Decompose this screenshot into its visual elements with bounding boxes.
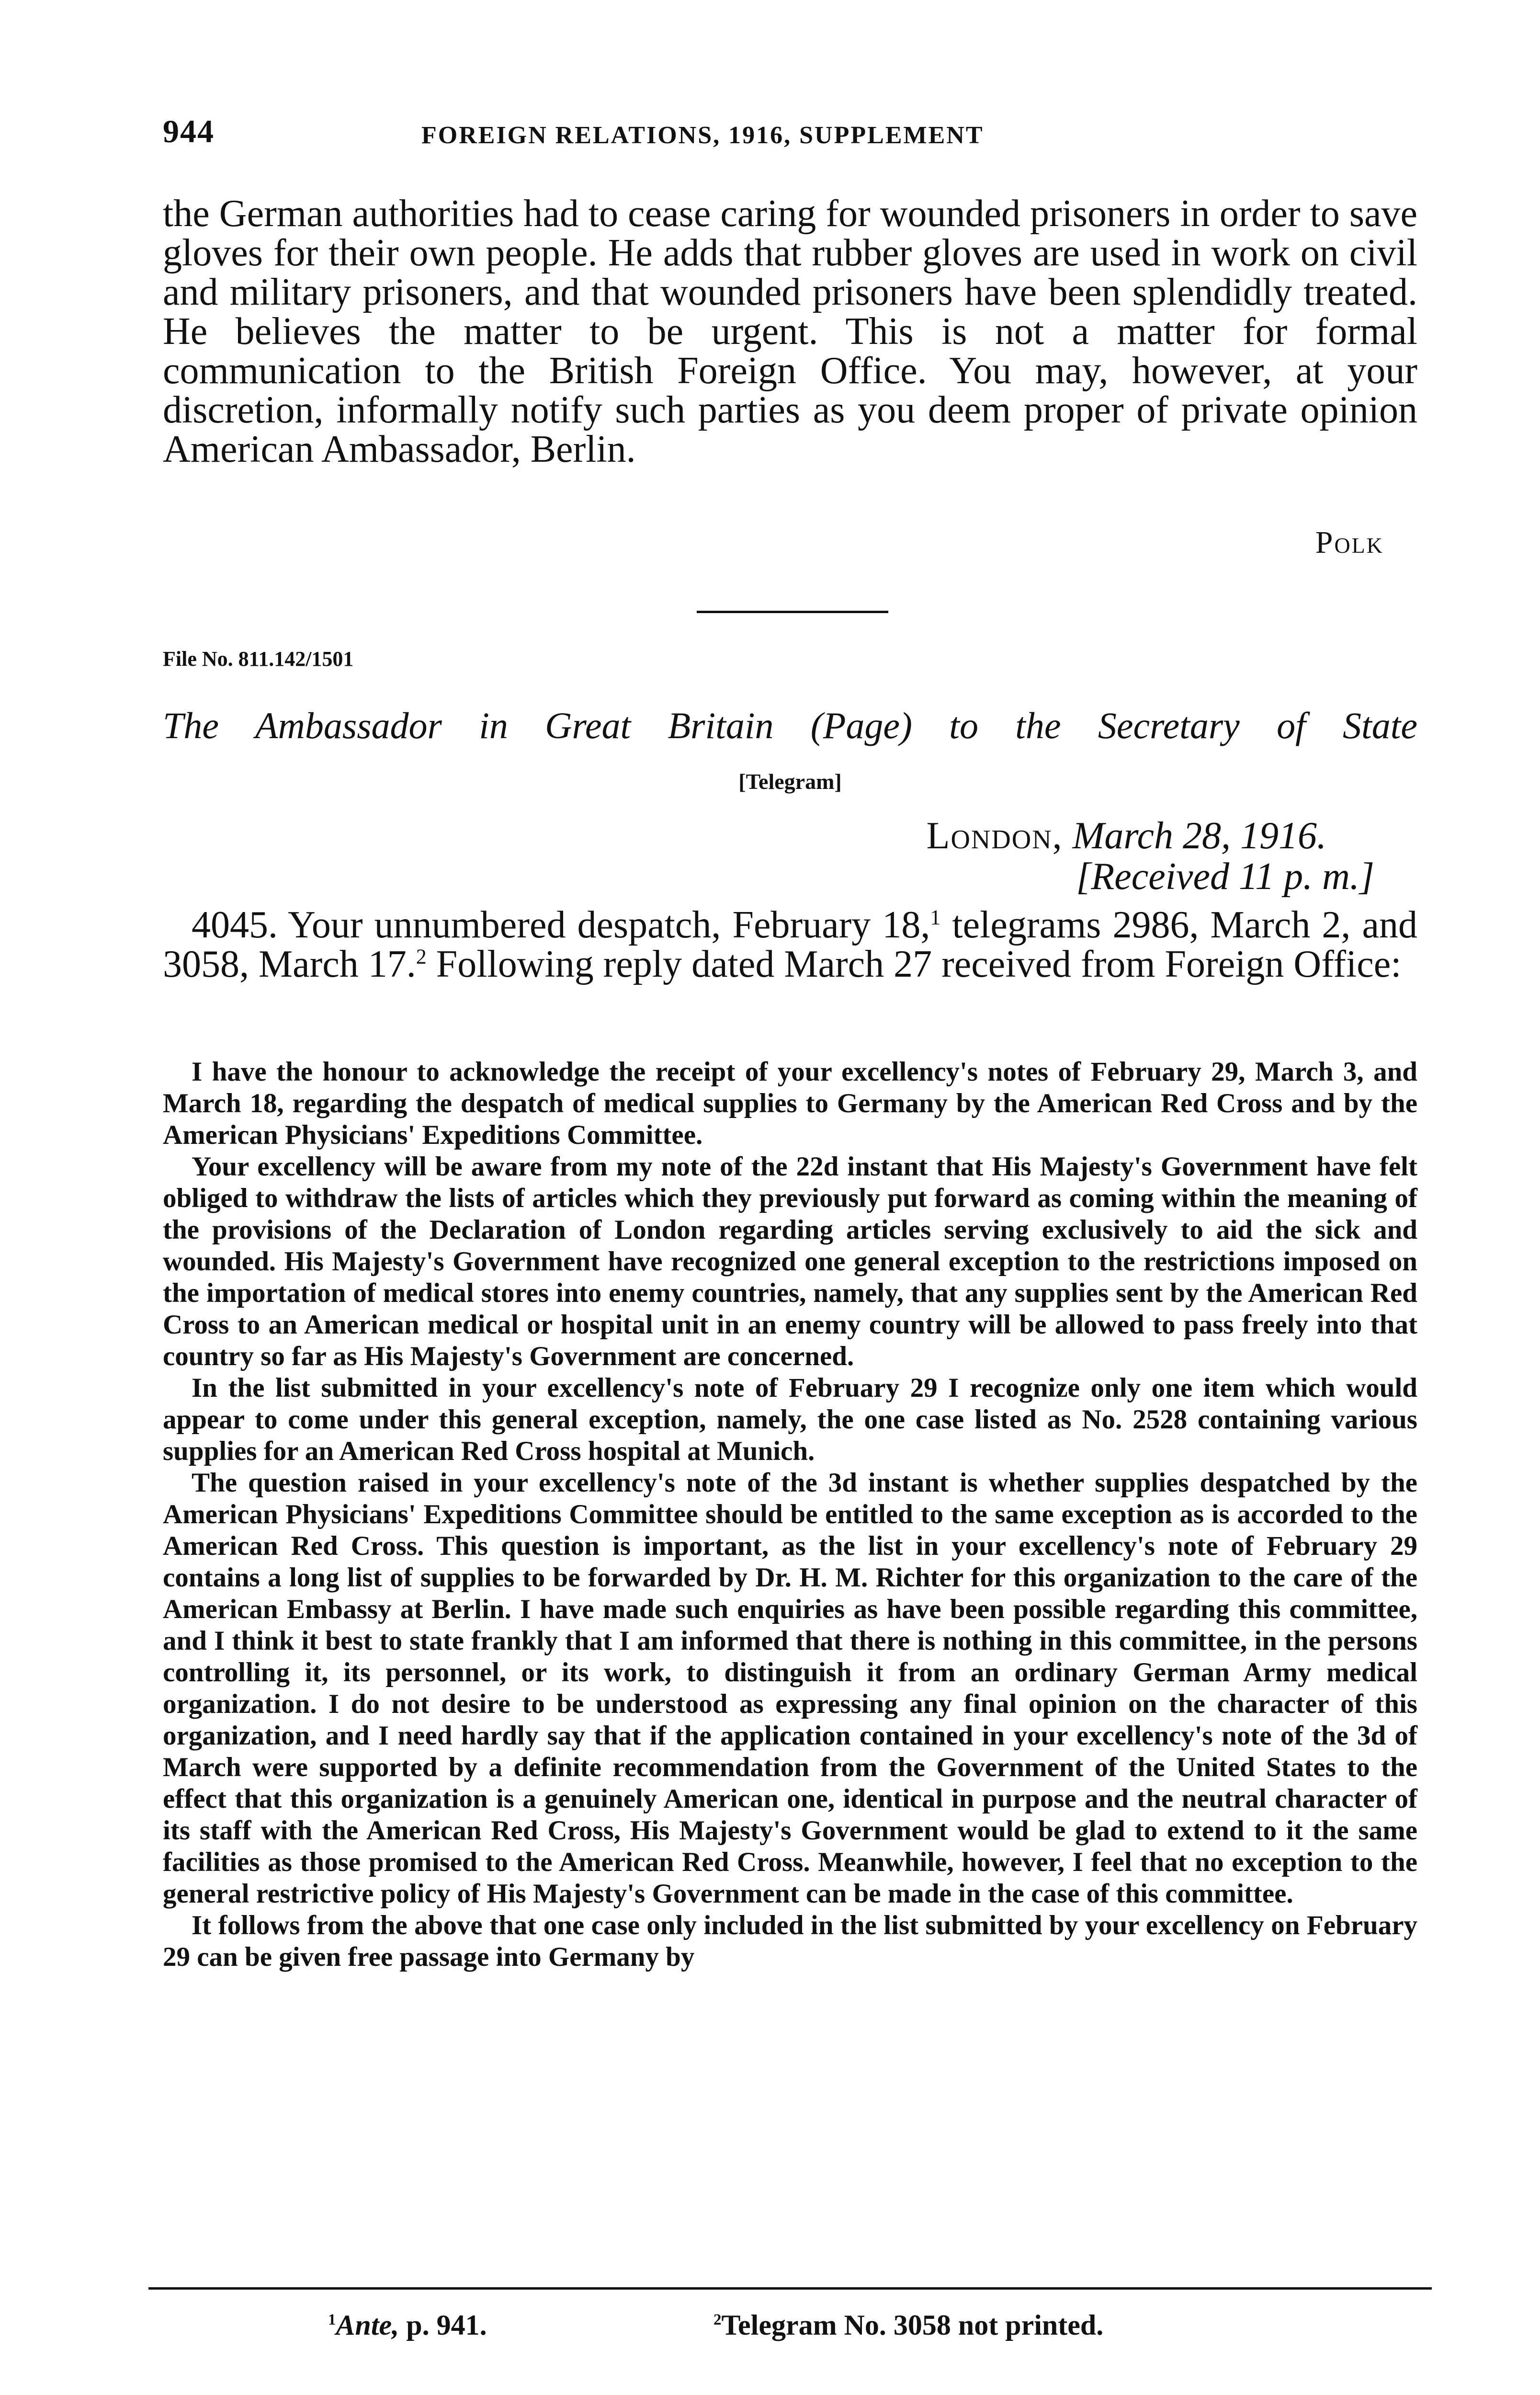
quoted-paragraph: Your excellency will be aware from my note of the 22d instant that His Majesty's Government have felt obliged to withdraw the lists of articles which they previously put forward as coming within the meaning of the provisions of the Declaration of London regarding articles serving exclusively to aid the sick and wounded. His Majesty's Government have recognized one general exception to the restrictions imposed on the importation of medical stores into enemy countries, namely, that any supplies sent by the American Red Cross to an American medical or hospital unit in an enemy country will be allowed to pass freely into that country so far as His Majesty's Government are concerned. bbox=[163, 1152, 1417, 1371]
document-type: [Telegram] bbox=[738, 769, 842, 794]
document-page bbox=[163, 0, 1417, 2395]
signature: Polk bbox=[1315, 525, 1384, 560]
intro-text-1: 4045. Your unnumbered despatch, February 18, bbox=[192, 904, 930, 946]
dateline-date: March 28, 1916. bbox=[1072, 815, 1326, 857]
footnote-1 bbox=[328, 2309, 487, 2342]
section-divider bbox=[697, 611, 888, 613]
intro-text-2: telegrams 2986, March 2, and 3058, March 17. bbox=[163, 904, 1417, 985]
footnote-divider bbox=[148, 2287, 1432, 2290]
dateline-place: London, bbox=[926, 815, 1063, 857]
document-heading: The Ambassador in Great Britain (Page) to the Secretary of State bbox=[163, 705, 1417, 746]
received-time: [Received 11 p. m.] bbox=[1076, 855, 1374, 898]
footnote-1-mark: 1 bbox=[328, 2311, 336, 2328]
running-title: FOREIGN RELATIONS, 1916, SUPPLEMENT bbox=[421, 122, 984, 149]
intro-paragraph bbox=[163, 905, 1417, 984]
continued-paragraph: the German authorities had to cease caring for wounded prisoners in order to save gloves for their own people. He adds that rubber gloves are used in work on civil and military prisoners, and that wounded prisoners have been splendidly treated. He believes the matter to be urgent. This is not a matter for formal communication to the British Foreign Office. You may, however, at your discretion, informally notify such parties as you deem proper of private opinion American Ambassador, Berlin. bbox=[163, 193, 1417, 470]
footnote-ref-1: 1 bbox=[930, 905, 941, 929]
dateline bbox=[927, 814, 1326, 858]
intro-text-3: Following reply dated March 27 received from Foreign Office: bbox=[426, 943, 1402, 985]
page-number: 944 bbox=[163, 113, 215, 149]
quoted-paragraph: In the list submitted in your excellency's note of February 29 I recognize only one item which would appear to come under this general exception, namely, the one case listed as No. 2528 containing various supplies for an American Red Cross hospital at Munich. bbox=[163, 1373, 1417, 1466]
quoted-reply bbox=[163, 1056, 1417, 1973]
footnote-ref-2: 2 bbox=[416, 945, 427, 969]
quoted-paragraph: I have the honour to acknowledge the receipt of your excellency's notes of February 29, March 3, and March 18, regarding the despatch of medical supplies to Germany by the American Red Cross and by the American Physicians' Expeditions Committee. bbox=[163, 1057, 1417, 1150]
quoted-paragraph: It follows from the above that one case only included in the list submitted by your excellency on February 29 can be given free passage into Germany by bbox=[163, 1910, 1417, 1972]
footnote-2-text: Telegram No. 3058 not printed. bbox=[721, 2309, 1104, 2341]
footnote-1-ref: Ante, bbox=[336, 2309, 399, 2341]
footnote-1-text: p. 941. bbox=[399, 2309, 487, 2341]
running-head bbox=[163, 113, 1417, 156]
file-number: File No. 811.142/1501 bbox=[163, 647, 354, 671]
intro-block bbox=[163, 905, 1417, 984]
footnote-2-mark: 2 bbox=[713, 2311, 722, 2328]
footnote-2 bbox=[713, 2309, 1103, 2342]
continued-paragraph-block bbox=[163, 194, 1417, 469]
quoted-paragraph: The question raised in your excellency's note of the 3d instant is whether supplies despatched by the American Physicians' Expeditions Committee should be entitled to the same exception as is accorded to the American Red Cross. This question is important, as the list in your excellency's note of February 29 contains a long list of supplies to be forwarded by Dr. H. M. Richter for this organization to the care of the American Embassy at Berlin. I have made such enquiries as have been possible regarding this committee, and I think it best to state frankly that I am informed that there is nothing in this committee, in the persons controlling it, its personnel, or its work, to distinguish it from an ordinary German Army medical organization. I do not desire to be understood as expressing any final opinion on the character of this organization, and I need hardly say that if the application contained in your excellency's note of the 3d of March were supported by a definite recommendation from the Government of the United States to the effect that this organization is a genuinely American one, identical in purpose and the neutral character of its staff with the American Red Cross, His Majesty's Government would be glad to extend to it the same facilities as those promised to the American Red Cross. Meanwhile, however, I feel that no exception to the general restrictive policy of His Majesty's Government can be made in the case of this committee. bbox=[163, 1468, 1417, 1909]
